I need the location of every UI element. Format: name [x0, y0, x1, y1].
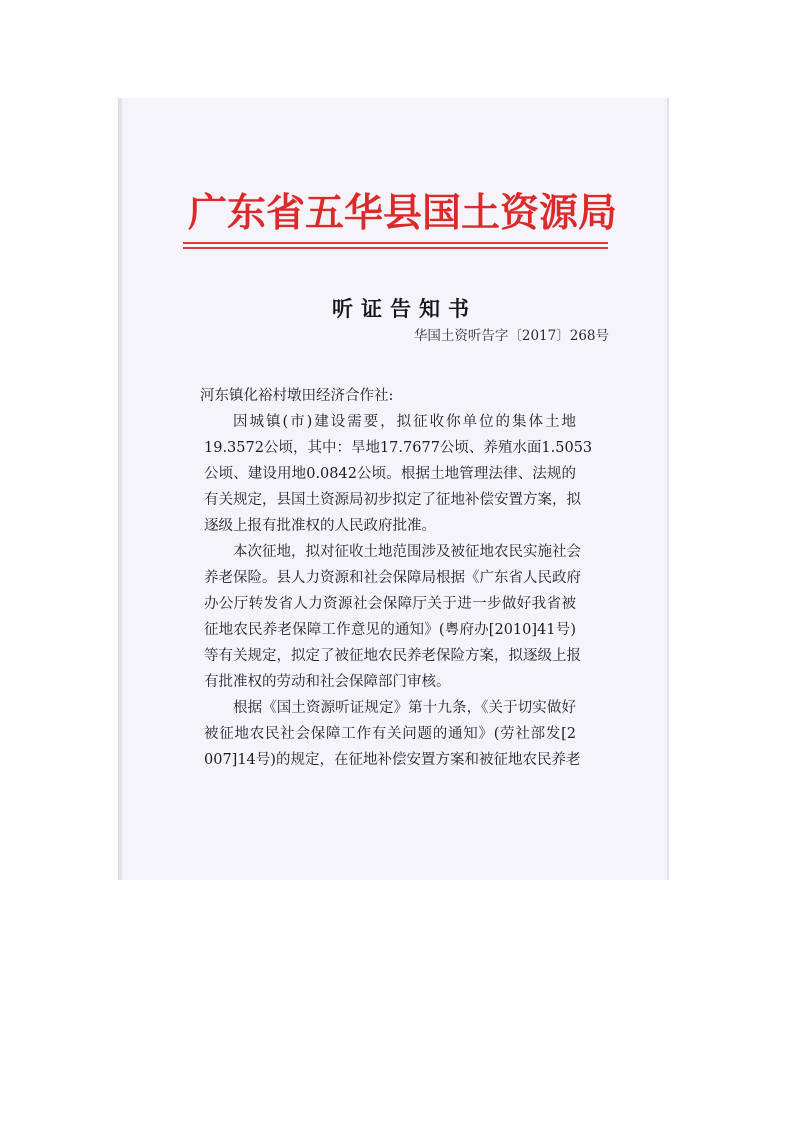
- paragraph-3: [204, 695, 581, 773]
- paragraph-line: 有批准权的劳动和社会保障部门审核。: [204, 674, 451, 690]
- letterhead-red-rule: [183, 242, 608, 244]
- paragraph-line: 征地农民养老保障工作意见的通知》(粤府办[2010]41号): [204, 622, 576, 638]
- paragraph-line: 养老保险。县人力资源和社会保障局根据《广东省人民政府: [204, 570, 581, 586]
- paragraph-line: 19.3572公顷，其中：旱地17.7677公顷、养殖水面1.5053: [204, 440, 593, 456]
- paragraph-line: 本次征地，拟对征收土地范围涉及被征地农民实施社会: [233, 544, 581, 560]
- paragraph-line: 被征地农民社会保障工作有关问题的通知》(劳社部发[2: [204, 726, 576, 742]
- document-number: 华国土资听告字〔2017〕268号: [413, 328, 609, 344]
- document-title: 听证告知书: [332, 296, 477, 321]
- letterhead-agency-name: 广东省五华县国土资源局: [187, 190, 617, 236]
- paragraph-line: 因城镇(市)建设需要，拟征收你单位的集体土地: [233, 414, 576, 430]
- paragraph-2: [204, 539, 581, 695]
- paragraph-line: 等有关规定，拟定了被征地农民养老保险方案，拟逐级上报: [204, 648, 581, 664]
- paragraph-line: 007]14号)的规定，在征地补偿安置方案和被征地农民养老: [204, 752, 581, 768]
- letterhead-red-rule-secondary: [183, 247, 608, 249]
- scanned-document-page: [120, 98, 669, 880]
- paragraph-line: 有关规定，县国土资源局初步拟定了征地补偿安置方案，拟: [204, 492, 581, 508]
- salutation-line: 河东镇化裕村墩田经济合作社:: [200, 388, 394, 404]
- paragraph-line: 逐级上报有批准权的人民政府批准。: [204, 518, 436, 534]
- paragraph-line: 办公厅转发省人力资源社会保障厅关于进一步做好我省被: [204, 596, 576, 612]
- paragraph-1: [204, 409, 593, 539]
- salutation: [200, 383, 576, 409]
- paragraph-line: 公顷、建设用地0.0842公顷。根据土地管理法律、法规的: [204, 466, 576, 482]
- paragraph-line: 根据《国土资源听证规定》第十九条，《关于切实做好: [233, 700, 576, 716]
- document-body: [200, 383, 593, 773]
